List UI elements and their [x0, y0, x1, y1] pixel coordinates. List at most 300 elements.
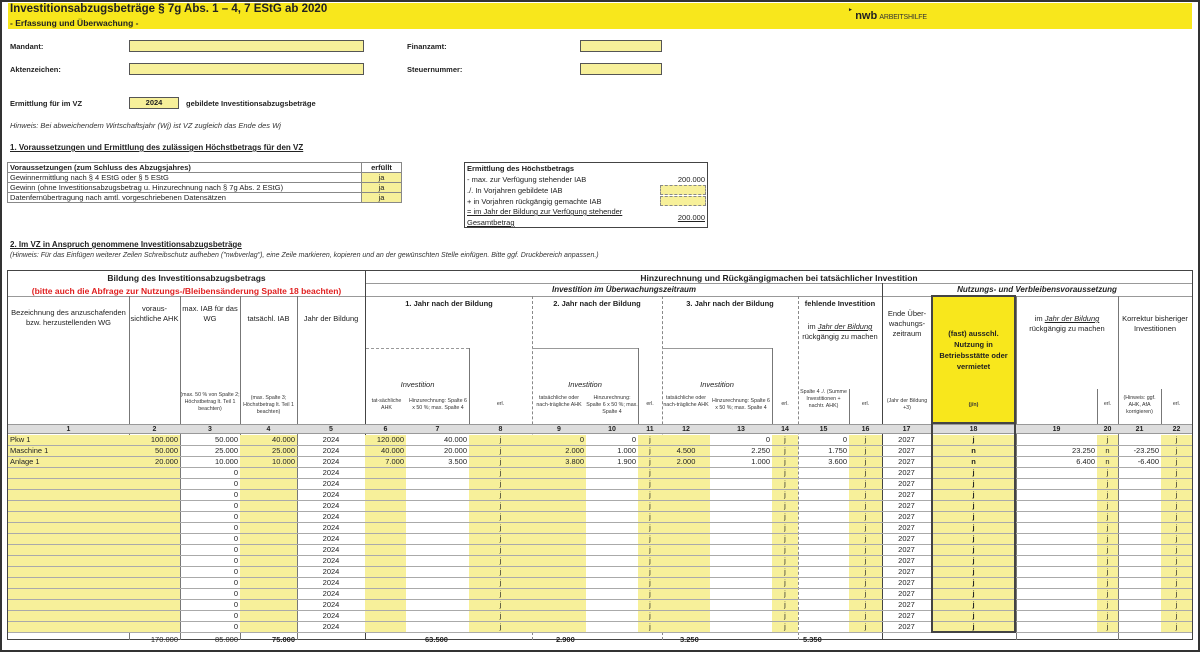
cell-col-16[interactable]: j — [849, 600, 882, 610]
cell-col-9[interactable] — [532, 556, 586, 566]
cell-col-22[interactable]: j — [1161, 512, 1192, 522]
cell-col-11[interactable]: j — [638, 589, 662, 599]
cell-col-18[interactable]: j — [931, 600, 1016, 610]
cell-col-2[interactable] — [129, 512, 180, 522]
cell-col-20[interactable]: j — [1097, 490, 1118, 500]
cell-col-10 — [586, 556, 638, 566]
cell-col-14[interactable]: j — [772, 490, 798, 500]
cell-col-7 — [406, 501, 469, 511]
cell-col-11[interactable]: j — [638, 457, 662, 467]
cell-col-11[interactable]: j — [638, 534, 662, 544]
cell-col-8[interactable]: j — [469, 479, 532, 489]
cell-col-14[interactable]: j — [772, 512, 798, 522]
cell-col-13 — [710, 468, 772, 478]
cell-col-20[interactable]: j — [1097, 435, 1118, 445]
cell-col-16[interactable]: j — [849, 468, 882, 478]
cell-col-1[interactable] — [8, 556, 129, 566]
cell-col-12[interactable] — [662, 600, 710, 610]
vorjahre-input[interactable] — [660, 185, 706, 195]
total-c3: 85.000 — [215, 635, 238, 644]
column-number: 14 — [772, 424, 798, 434]
cell-col-12[interactable] — [662, 512, 710, 522]
cell-col-9[interactable] — [532, 468, 586, 478]
cell-col-22[interactable]: j — [1161, 534, 1192, 544]
cell-col-11[interactable]: j — [638, 490, 662, 500]
cell-col-6[interactable]: 120.000 — [365, 435, 406, 445]
cell-col-14[interactable]: j — [772, 523, 798, 533]
cell-col-14[interactable]: j — [772, 622, 798, 632]
cell-col-1[interactable]: Maschine 1 — [8, 446, 129, 456]
cell-col-4[interactable] — [240, 501, 297, 511]
cell-col-2[interactable] — [129, 490, 180, 500]
cell-col-9[interactable] — [532, 578, 586, 588]
cell-col-12[interactable] — [662, 523, 710, 533]
cell-col-11[interactable]: j — [638, 578, 662, 588]
cell-col-13 — [710, 600, 772, 610]
requirement-value[interactable]: ja — [362, 183, 402, 193]
cell-col-9[interactable] — [532, 545, 586, 555]
cell-col-18[interactable]: j — [931, 501, 1016, 511]
cell-col-1[interactable] — [8, 523, 129, 533]
cell-col-1[interactable] — [8, 611, 129, 621]
cell-col-17: 2027 — [898, 600, 915, 609]
cell-col-6[interactable] — [365, 567, 406, 577]
col12-header: tatsächliche oder nach-trägliche AHK — [663, 395, 709, 408]
cell-col-1[interactable] — [8, 589, 129, 599]
cell-col-11[interactable]: j — [638, 611, 662, 621]
cell-col-6[interactable] — [365, 523, 406, 533]
cell-col-20[interactable]: j — [1097, 556, 1118, 566]
cell-col-12[interactable] — [662, 578, 710, 588]
cell-col-12[interactable] — [662, 490, 710, 500]
cell-col-11[interactable]: j — [638, 501, 662, 511]
cell-col-1[interactable]: Pkw 1 — [8, 435, 129, 445]
cell-col-1[interactable] — [8, 622, 129, 632]
cell-col-12[interactable] — [662, 435, 710, 445]
cell-col-19 — [1016, 545, 1097, 555]
cell-col-22[interactable]: j — [1161, 556, 1192, 566]
cell-col-11[interactable]: j — [638, 556, 662, 566]
cell-col-9[interactable]: 0 — [532, 435, 586, 445]
divider — [532, 348, 638, 349]
cell-col-12[interactable] — [662, 545, 710, 555]
cell-col-12[interactable] — [662, 501, 710, 511]
cell-col-22[interactable]: j — [1161, 600, 1192, 610]
col3-header: max. IAB für das WG — [182, 304, 238, 323]
cell-col-9[interactable] — [532, 512, 586, 522]
cell-col-2[interactable] — [129, 589, 180, 599]
cell-col-14[interactable]: j — [772, 589, 798, 599]
cell-col-16[interactable]: j — [849, 589, 882, 599]
steuernummer-input[interactable] — [580, 63, 662, 75]
cell-col-11[interactable]: j — [638, 622, 662, 632]
cell-col-22[interactable]: j — [1161, 523, 1192, 533]
requirement-row — [8, 173, 402, 183]
cell-col-16[interactable]: j — [849, 501, 882, 511]
cell-col-18[interactable]: j — [931, 479, 1016, 489]
cell-col-13 — [710, 479, 772, 489]
cell-col-4[interactable] — [240, 611, 297, 621]
cell-col-18[interactable]: j — [931, 578, 1016, 588]
table-row — [8, 435, 1192, 446]
cell-col-4[interactable]: 25.000 — [240, 446, 297, 456]
cell-col-18[interactable]: j — [931, 490, 1016, 500]
cell-col-22[interactable]: j — [1161, 545, 1192, 555]
cell-col-20[interactable]: j — [1097, 567, 1118, 577]
cell-col-6[interactable] — [365, 490, 406, 500]
cell-col-5: 2024 — [322, 534, 340, 543]
cell-col-9[interactable] — [532, 600, 586, 610]
cell-col-16[interactable]: j — [849, 446, 882, 456]
cell-col-20[interactable]: n — [1097, 446, 1118, 456]
cell-col-16[interactable]: j — [849, 479, 882, 489]
cell-col-8[interactable]: j — [469, 589, 532, 599]
cell-col-11[interactable]: j — [638, 545, 662, 555]
cell-col-10 — [586, 490, 638, 500]
cell-col-1[interactable] — [8, 512, 129, 522]
cell-col-2[interactable]: 20.000 — [129, 457, 180, 467]
cell-col-20[interactable]: j — [1097, 611, 1118, 621]
cell-col-2[interactable] — [129, 523, 180, 533]
cell-col-14[interactable]: j — [772, 435, 798, 445]
cell-col-12[interactable] — [662, 622, 710, 632]
cell-col-2[interactable]: 100.000 — [129, 435, 180, 445]
cell-col-1[interactable] — [8, 534, 129, 544]
cell-col-10: 1.000 — [617, 446, 636, 455]
cell-col-2[interactable] — [129, 501, 180, 511]
cell-col-4[interactable] — [240, 523, 297, 533]
cell-col-15 — [798, 490, 849, 500]
cell-col-9[interactable] — [532, 490, 586, 500]
cell-col-15 — [798, 567, 849, 577]
cell-col-15 — [798, 501, 849, 511]
cell-col-7 — [406, 490, 469, 500]
cell-col-21 — [1118, 545, 1161, 555]
cell-col-16[interactable]: j — [849, 490, 882, 500]
cell-col-6[interactable] — [365, 578, 406, 588]
cell-col-16[interactable]: j — [849, 512, 882, 522]
cell-col-15 — [798, 545, 849, 555]
cell-col-6[interactable]: 40.000 — [365, 446, 406, 456]
requirement-value[interactable]: ja — [362, 193, 402, 203]
cell-col-22[interactable]: j — [1161, 468, 1192, 478]
cell-col-18[interactable]: n — [931, 446, 1016, 456]
cell-col-2[interactable] — [129, 622, 180, 632]
cell-col-4[interactable]: 10.000 — [240, 457, 297, 467]
cell-col-12[interactable] — [662, 479, 710, 489]
rueck-label: + in Vorjahren rückgängig gemachte IAB — [467, 197, 602, 206]
requirements-header-value: erfüllt — [362, 163, 402, 173]
cell-col-4[interactable] — [240, 545, 297, 555]
vz-year-input[interactable]: 2024 — [129, 97, 179, 109]
cell-col-14[interactable]: j — [772, 501, 798, 511]
cell-col-22[interactable]: j — [1161, 501, 1192, 511]
cell-col-20[interactable]: j — [1097, 523, 1118, 533]
cell-col-6[interactable] — [365, 622, 406, 632]
cell-col-8[interactable]: j — [469, 578, 532, 588]
cell-col-14[interactable]: j — [772, 468, 798, 478]
cell-col-4[interactable] — [240, 468, 297, 478]
col5-header: Jahr der Bildung — [303, 314, 359, 323]
table-row — [8, 512, 1192, 523]
cell-col-12[interactable]: 2.000 — [662, 457, 710, 467]
cell-col-18[interactable]: j — [931, 512, 1016, 522]
cell-col-8[interactable]: j — [469, 435, 532, 445]
cell-col-22[interactable]: j — [1161, 435, 1192, 445]
cell-col-1[interactable] — [8, 567, 129, 577]
cell-col-11[interactable]: j — [638, 435, 662, 445]
cell-col-6[interactable] — [365, 556, 406, 566]
cell-col-6[interactable] — [365, 611, 406, 621]
cell-col-12[interactable] — [662, 556, 710, 566]
cell-col-3: 0 — [233, 556, 238, 565]
cell-col-13 — [710, 501, 772, 511]
section2-heading: 2. Im VZ in Anspruch genommene Investitionsabzugsbeträge — [10, 240, 242, 249]
cell-col-1[interactable] — [8, 578, 129, 588]
cell-col-6[interactable] — [365, 479, 406, 489]
cell-col-4[interactable] — [240, 600, 297, 610]
cell-col-18[interactable]: j — [931, 611, 1016, 621]
cell-col-11[interactable]: j — [638, 468, 662, 478]
cell-col-6[interactable]: 7.000 — [365, 457, 406, 467]
cell-col-1[interactable] — [8, 490, 129, 500]
cell-col-22[interactable]: j — [1161, 567, 1192, 577]
cell-col-20[interactable]: j — [1097, 512, 1118, 522]
cell-col-16[interactable]: j — [849, 457, 882, 467]
cell-col-20[interactable]: j — [1097, 479, 1118, 489]
cell-col-18[interactable]: j — [931, 622, 1016, 632]
cell-col-12[interactable] — [662, 567, 710, 577]
cell-col-3: 0 — [233, 534, 238, 543]
cell-col-22[interactable]: j — [1161, 479, 1192, 489]
cell-col-6[interactable] — [365, 512, 406, 522]
requirement-value[interactable]: ja — [362, 173, 402, 183]
cell-col-4[interactable] — [240, 578, 297, 588]
cell-col-7: 3.500 — [448, 457, 467, 466]
cell-col-16[interactable]: j — [849, 556, 882, 566]
cell-col-4[interactable] — [240, 556, 297, 566]
cell-col-20[interactable]: j — [1097, 589, 1118, 599]
cell-col-12[interactable] — [662, 611, 710, 621]
cell-col-18[interactable]: j — [931, 534, 1016, 544]
cell-col-22[interactable]: j — [1161, 589, 1192, 599]
cell-col-6[interactable] — [365, 545, 406, 555]
cell-col-4[interactable] — [240, 567, 297, 577]
cell-col-9[interactable] — [532, 501, 586, 511]
cell-col-8[interactable]: j — [469, 534, 532, 544]
cell-col-12[interactable] — [662, 534, 710, 544]
cell-col-14[interactable]: j — [772, 534, 798, 544]
cell-col-2[interactable] — [129, 468, 180, 478]
cell-col-22[interactable]: j — [1161, 622, 1192, 632]
cell-col-2[interactable] — [129, 611, 180, 621]
cell-col-3: 25.000 — [215, 446, 238, 455]
cell-col-20[interactable]: j — [1097, 622, 1118, 632]
cell-col-12[interactable]: 4.500 — [662, 446, 710, 456]
cell-col-16[interactable]: j — [849, 578, 882, 588]
cell-col-9[interactable] — [532, 479, 586, 489]
cell-col-18[interactable]: j — [931, 435, 1016, 445]
cell-col-6[interactable] — [365, 468, 406, 478]
column-number: 21 — [1118, 424, 1161, 434]
cell-col-15: 1.750 — [828, 446, 847, 455]
cell-col-22[interactable]: j — [1161, 446, 1192, 456]
cell-col-18[interactable]: n — [931, 457, 1016, 467]
cell-col-1[interactable] — [8, 501, 129, 511]
cell-col-18[interactable]: j — [931, 545, 1016, 555]
requirements-header-label: Voraussetzungen (zum Schluss des Abzugsjahres) — [8, 163, 362, 173]
cell-col-11[interactable]: j — [638, 523, 662, 533]
cell-col-2[interactable] — [129, 545, 180, 555]
cell-col-14[interactable]: j — [772, 446, 798, 456]
cell-col-2[interactable] — [129, 578, 180, 588]
cell-col-10 — [586, 589, 638, 599]
cell-col-12[interactable] — [662, 589, 710, 599]
column-number: 8 — [469, 424, 532, 434]
cell-col-6[interactable] — [365, 501, 406, 511]
table-row — [8, 578, 1192, 589]
mandant-input[interactable] — [129, 40, 364, 52]
column-number: 6 — [365, 424, 406, 434]
cell-col-22[interactable]: j — [1161, 490, 1192, 500]
cell-col-14[interactable]: j — [772, 556, 798, 566]
cell-col-6[interactable] — [365, 534, 406, 544]
cell-col-8[interactable]: j — [469, 446, 532, 456]
cell-col-2[interactable] — [129, 479, 180, 489]
cell-col-2[interactable] — [129, 556, 180, 566]
cell-col-3: 0 — [233, 611, 238, 620]
cell-col-18[interactable]: j — [931, 523, 1016, 533]
cell-col-12[interactable] — [662, 468, 710, 478]
cell-col-4[interactable]: 40.000 — [240, 435, 297, 445]
cell-col-22[interactable]: j — [1161, 578, 1192, 588]
cell-col-1[interactable] — [8, 600, 129, 610]
cell-col-3: 0 — [233, 600, 238, 609]
cell-col-8[interactable]: j — [469, 501, 532, 511]
cell-col-18[interactable]: j — [931, 589, 1016, 599]
cell-col-4[interactable] — [240, 589, 297, 599]
cell-col-4[interactable] — [240, 479, 297, 489]
aktenzeichen-input[interactable] — [129, 63, 364, 75]
cell-col-1[interactable] — [8, 479, 129, 489]
cell-col-14[interactable]: j — [772, 545, 798, 555]
cell-col-14[interactable]: j — [772, 567, 798, 577]
cell-col-9[interactable] — [532, 589, 586, 599]
cell-col-13 — [710, 523, 772, 533]
cell-col-6[interactable] — [365, 589, 406, 599]
cell-col-9[interactable]: 2.000 — [532, 446, 586, 456]
cell-col-20[interactable]: j — [1097, 600, 1118, 610]
cell-col-11[interactable]: j — [638, 512, 662, 522]
cell-col-18[interactable]: j — [931, 567, 1016, 577]
cell-col-20[interactable]: j — [1097, 501, 1118, 511]
cell-col-9[interactable] — [532, 622, 586, 632]
cell-col-16[interactable]: j — [849, 622, 882, 632]
cell-col-8[interactable]: j — [469, 523, 532, 533]
table-row — [8, 501, 1192, 512]
cell-col-1[interactable] — [8, 468, 129, 478]
cell-col-21 — [1118, 523, 1161, 533]
cell-col-20[interactable]: j — [1097, 534, 1118, 544]
cell-col-14[interactable]: j — [772, 479, 798, 489]
cell-col-22[interactable]: j — [1161, 457, 1192, 467]
cell-col-14[interactable]: j — [772, 457, 798, 467]
cell-col-1[interactable]: Anlage 1 — [8, 457, 129, 467]
cell-col-17: 2027 — [898, 534, 915, 543]
cell-col-9[interactable] — [532, 567, 586, 577]
cell-col-11[interactable]: j — [638, 600, 662, 610]
cell-col-20[interactable]: j — [1097, 578, 1118, 588]
col11-header: erl. — [646, 401, 654, 407]
cell-col-16[interactable]: j — [849, 435, 882, 445]
cell-col-8[interactable]: j — [469, 490, 532, 500]
cell-col-4[interactable] — [240, 622, 297, 632]
cell-col-16[interactable]: j — [849, 545, 882, 555]
cell-col-9[interactable]: 3.800 — [532, 457, 586, 467]
cell-col-2[interactable] — [129, 534, 180, 544]
cell-col-5: 2024 — [322, 600, 340, 609]
requirement-label: Datenfernübertragung nach amtl. vorgeschriebenen Datensätzen — [8, 193, 362, 203]
cell-col-14[interactable]: j — [772, 578, 798, 588]
cell-col-13: 2.250 — [751, 446, 770, 455]
cell-col-11[interactable]: j — [638, 446, 662, 456]
cell-col-18[interactable]: j — [931, 556, 1016, 566]
cell-col-8[interactable]: j — [469, 567, 532, 577]
col21-header: Korrektur bisheriger Investitionen — [1122, 314, 1188, 333]
cell-col-8[interactable]: j — [469, 545, 532, 555]
cell-col-21 — [1118, 600, 1161, 610]
rueck-input[interactable] — [660, 196, 706, 206]
cell-col-2[interactable]: 50.000 — [129, 446, 180, 456]
cell-col-20[interactable]: j — [1097, 545, 1118, 555]
cell-col-4[interactable] — [240, 534, 297, 544]
finanzamt-input[interactable] — [580, 40, 662, 52]
cell-col-1[interactable] — [8, 545, 129, 555]
cell-col-9[interactable] — [532, 523, 586, 533]
year1-header: 1. Jahr nach der Bildung — [405, 299, 493, 308]
cell-col-2[interactable] — [129, 567, 180, 577]
cell-col-20[interactable]: j — [1097, 468, 1118, 478]
cell-col-14[interactable]: j — [772, 600, 798, 610]
cell-col-5: 2024 — [322, 435, 340, 444]
cell-col-16[interactable]: j — [849, 523, 882, 533]
cell-col-11[interactable]: j — [638, 567, 662, 577]
cell-col-6[interactable] — [365, 600, 406, 610]
cell-col-16[interactable]: j — [849, 534, 882, 544]
cell-col-8[interactable]: j — [469, 611, 532, 621]
cell-col-14[interactable]: j — [772, 611, 798, 621]
cell-col-8[interactable]: j — [469, 468, 532, 478]
cell-col-16[interactable]: j — [849, 567, 882, 577]
cell-col-11[interactable]: j — [638, 479, 662, 489]
cell-col-10 — [586, 479, 638, 489]
cell-col-8[interactable]: j — [469, 556, 532, 566]
cell-col-22[interactable]: j — [1161, 611, 1192, 621]
cell-col-9[interactable] — [532, 534, 586, 544]
cell-col-4[interactable] — [240, 512, 297, 522]
cell-col-8[interactable]: j — [469, 600, 532, 610]
cell-col-9[interactable] — [532, 611, 586, 621]
cell-col-15 — [798, 468, 849, 478]
cell-col-8[interactable]: j — [469, 457, 532, 467]
cell-col-16[interactable]: j — [849, 611, 882, 621]
cell-col-4[interactable] — [240, 490, 297, 500]
cell-col-20[interactable]: n — [1097, 457, 1118, 467]
cell-col-2[interactable] — [129, 600, 180, 610]
cell-col-18[interactable]: j — [931, 468, 1016, 478]
cell-col-8[interactable]: j — [469, 622, 532, 632]
cell-col-8[interactable]: j — [469, 512, 532, 522]
